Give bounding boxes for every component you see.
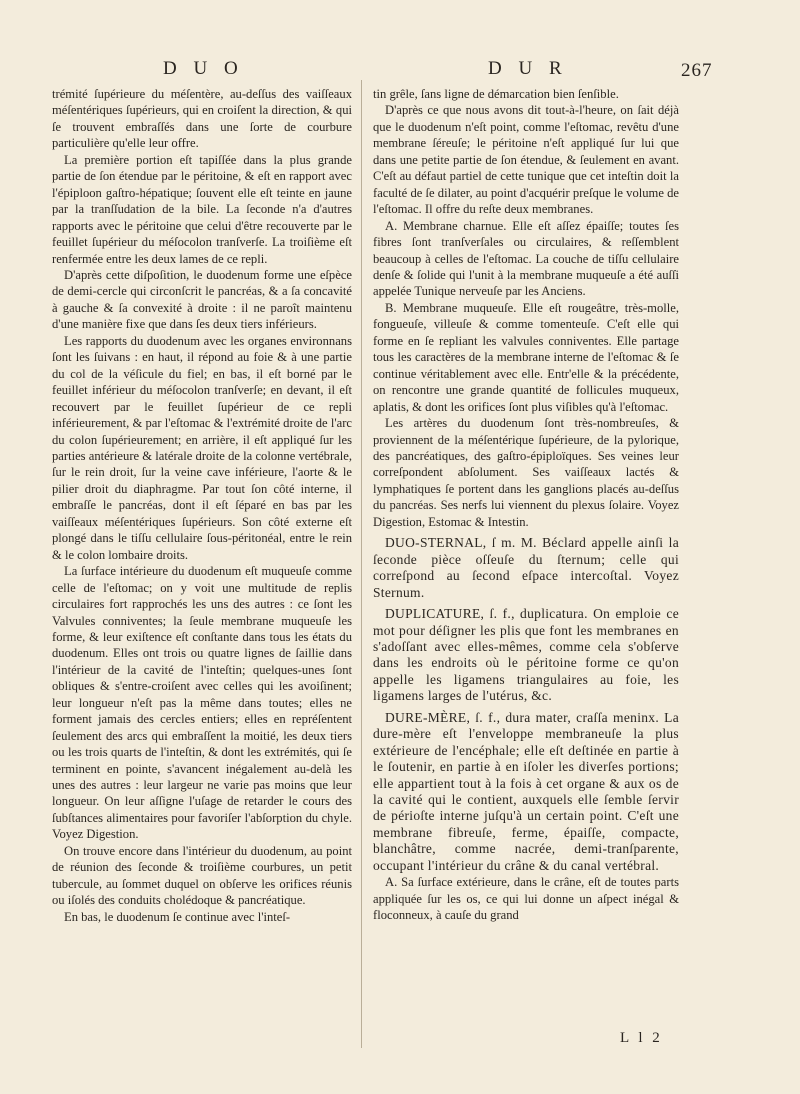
paragraph: On trouve encore dans l'intérieur du duodenum, au point de réunion des ſeconde & troiſième courbures, un petit tubercule, au ſommet duquel on obſerve les orifices réunis ou iſolés des conduits cholédoque & pancréatique. — [52, 843, 352, 908]
page-number: 267 — [681, 60, 713, 81]
entry-duplicature: DUPLICATURE, ſ. f., duplicatura. On emploie ce mot pour déſigner les plis que font les membranes en s'adoſſant avec elles-mêmes, comme cela s'obſerve dans les endroits où le péritoine forme ce qu'on appelle les ligamens triangulaires au foie, les ligamens larges de l'utérus, &c. — [373, 606, 679, 704]
left-column — [52, 86, 352, 925]
paragraph: D'après cette diſpoſition, le duodenum forme une eſpèce de demi-cercle qui circonſcrit le pancréas, & a ſa concavité à gauche & ſa convexité à droite : il ne paroît maintenu d'une manière fixe que dans ſes deux tiers inférieurs. — [52, 267, 352, 332]
running-head-right: D U R — [488, 58, 568, 79]
running-head-left: D U O — [163, 58, 244, 79]
paragraph: En bas, le duodenum ſe continue avec l'inteſ- — [64, 909, 291, 924]
paragraph: A. Membrane charnue. Elle eſt aſſez épaiſſe; toutes ſes fibres ſont tranſverſales ou circulaires, & reſſemblent beaucoup à celles de l'eſtomac. La couche de tiſſu cellulaire denſe & ſolide qui l'unit à la membrane muqueuſe a été auſſi appelée Tunique nerveuſe par les Anciens. — [373, 218, 679, 299]
paragraph: tin grêle, ſans ligne de démarcation bien ſenſible. — [373, 87, 619, 101]
paragraph: Les artères du duodenum ſont très-nombreuſes, & proviennent de la méſentérique ſupérieure, de la pylorique, des pancréatiques, des gaſtro-épiploïques. Ses veines leur correſpondent abſolument. Ses vaiſſeaux lactés & lymphatiques ſe portent dans les ganglions placés au-deſſus du pancréas. Ses nerfs lui viennent du plexus ſolaire. Voyez Digestion, Estomac & Intestin. — [373, 416, 679, 529]
paragraph: La ſurface intérieure du duodenum eſt muqueuſe comme celle de l'eſtomac; on y voit une multitude de replis circulaires fort rapprochés les uns des autres : ce ſont les Valvules conniventes; la ſeule membrane muqueuſe les forme, & leur exiſtence eſt conſtante dans tous les états du duodenum. Elles ont trois ou quatre lignes de ſaillie dans l'intérieur de la cavité de l'inteſtin; quelques-unes ſont obliques & s'entre-croiſent avec celles qui les avoiſinent; leur longueur n'eſt pas la même dans toutes; elles ne forment jamais des cercles entiers; elles en repréſentent ſeulement des arcs qui embraſſent la moitié, les deux tiers ou les trois quarts de l'inteſtin, & dont les extrémités, qui ſe terminent en pointe, s'avancent inégalement au-delà les unes des autres : leur largeur ne varie pas moins que leur longueur. On leur aſſigne l'uſage de retarder le cours des ſubſtances alimentaires pour favoriſer l'abſorption du chyle. Voyez Digestion. — [52, 564, 352, 842]
paragraph: trémité ſupérieure du méſentère, au-deſſus des vaiſſeaux méſentériques ſupérieurs, qui en croiſent la direction, & qui ſe trouvent embraſſés dans une ſorte de courbure particulière qu'elle leur offre. — [52, 87, 352, 151]
paragraph: B. Membrane muqueuſe. Elle eſt rougeâtre, très-molle, fongueuſe, villeuſe & comme tomenteuſe. C'eſt elle qui forme en ſe repliant les valvules conniventes. Elle partage tous les caractères de la membrane interne de l'eſtomac & ſe continue véritablement avec elle. Entr'elle & la précédente, on rencontre une grande quantité de follicules muqueux, aplatis, & dont les orifices ſont plus viſibles qu'à l'eſtomac. — [373, 300, 679, 414]
paragraph: A. Sa ſurface extérieure, dans le crâne, eſt de toutes parts appliquée ſur les os, ce qui lui donne un aſpect inégal & floconneux, à cauſe du grand — [373, 875, 679, 923]
paragraph: La première portion eſt tapiſſée dans la plus grande partie de ſon étendue par le péritoine, & eſt en rapport avec l'épiploon gaſtro-hépatique; ſouvent elle eſt teinte en jaune par la tranſſudation de la bile. La ſeconde n'a d'autres rapports avec le péritoine que celui d'être recouverte par le feuillet ſupérieur du méſocolon tranſverſe. La troiſième eſt renfermée entre les deux lames de ce repli. — [52, 152, 352, 266]
entry-duo-sternal: DUO-STERNAL, ſ m. M. Béclard appelle ainſi la ſeconde pièce oſſeuſe du ſternum; celle qui correſpond au ſecond eſpace intercoſtal. Voyez Sternum. — [373, 535, 679, 600]
right-column — [373, 86, 679, 924]
entry-dure-mere: DURE-MÈRE, ſ. f., dura mater, craſſa meninx. La dure-mère eſt l'enveloppe membraneuſe la plus extérieure de l'encéphale; elle eſt deſtinée en partie à le ſoutenir, en partie à en iſoler les diverſes portions; elle appartient tout à la fois à cet organe & aux os de la cavité qui le contient, auxquels elle ſemble ſervir de périoſte interne juſqu'à un certain point. C'eſt une membrane fibreuſe, ferme, épaiſſe, compacte, blanchâtre, comme nacrée, demi-tranſparente, occupant l'intérieur du crâne & du canal vertébral. — [373, 709, 679, 873]
paragraph: D'après ce que nous avons dit tout-à-l'heure, on ſait déjà que le duodenum n'eſt point, comme l'eſtomac, revêtu d'une membrane ſéreuſe; le péritoine n'eſt appliqué ſur lui que dans une petite partie de ſon étendue, & ſeulement en avant. C'eſt au défaut partiel de cette tunique que cet inteſtin doit la faculté de ſe dilater, au point d'acquérir preſque le volume de l'eſtomac. Il offre du reſte deux membranes. — [373, 103, 679, 217]
signature-mark: L l 2 — [620, 1030, 663, 1046]
column-divider — [361, 80, 362, 1048]
paragraph: Les rapports du duodenum avec les organes environnans ſont les ſuivans : en haut, il répond au foie & à une partie du col de la véſicule du fiel; en bas, il eſt borné par le feuillet inférieur du méſocolon tranſverſe; en devant, il eſt recouvert par le feuillet ſupérieur de ce repli inférieurement, & par l'eſtomac & l'extrémité droite de l'arc du colon ſupérieurement; en arrière, il eſt appliqué ſur les parties antérieure & latérale droite de la colonne vertébrale, ſur le rein droit, ſur la veine cave inférieure, l'aorte & le pilier droit du diaphragme. Par tout ſon côté interne, il embraſſe le pancréas, dont il eſt ſéparé en bas par les vaiſſeaux méſentériques ſupérieurs. Son côté externe eſt plongé dans le tiſſu cellulaire ſous-péritonéal, entre le rein & le colon lombaire droits. — [52, 333, 352, 562]
